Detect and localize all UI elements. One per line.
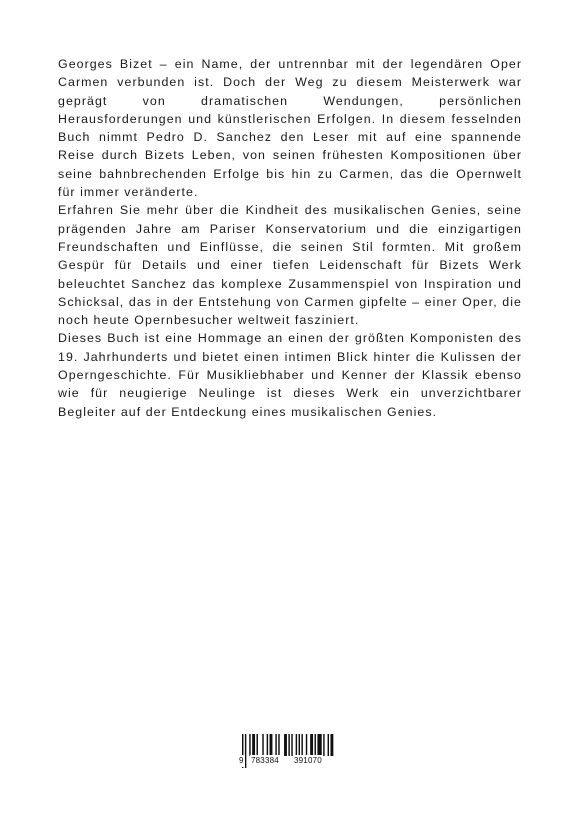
barcode-bar [301,734,302,756]
barcode-bar [330,734,333,756]
barcode-bar [310,734,313,756]
barcode-bar [323,734,324,756]
isbn-barcode-digits [238,755,338,767]
barcode-bar [291,734,292,756]
barcode-bar [278,734,279,756]
barcode-bar [270,734,273,756]
barcode-bar [299,734,300,756]
barcode-bar [249,734,250,756]
barcode-bar [257,734,258,756]
barcode-bar [315,734,316,756]
blurb-paragraph-2: Erfahren Sie mehr über die Kindheit des musikalischen Genies, seine prägenden Jahre am Pariser Konservatorium und die einzigartigen Freundschaften und Einflüsse, die seinen Stil formten. Mit großem Gespür für Details und einer tiefen Leidenschaft für Bizets Werk beleuchtet Sanchez das komplexe Zusammenspiel von Inspiration und Schicksal, das in der Entstehung von Carmen gipfelte – einer Oper, die noch heute Opernbesucher weltweit fasziniert. [58,203,522,328]
back-cover-blurb [58,55,522,421]
barcode-bar [284,734,287,756]
barcode-bar [275,734,276,756]
barcode-first-digit: 9 [239,756,244,765]
barcode-left-group: 783384 [251,756,279,765]
blurb-paragraph-1: Georges Bizet – ein Name, der untrennbar mit der legendären Oper Carmen verbunden ist. Doch der Weg zu diesem Meisterwerk war geprägt von dramatischen Wendungen, persönlichen Herausforderungen und künstlerischen Erfolgen. In diesem fesselnden Buch nimmt Pedro D. Sanchez den Leser mit auf eine spannende Reise durch Bizets Leben, von seinen frühesten Kompositionen über seine bahnbrechenden Erfolge bis hin zu Carmen, das die Opernwelt für immer veränderte. [58,57,522,200]
barcode-bar [262,734,263,756]
blurb-paragraph-3: Dieses Buch ist eine Hommage an einen der größten Komponisten des 19. Jahrhunderts und bietet einen intimen Blick hinter die Kulissen der Operngeschichte. Für Musikliebhaber und Kenner der Klassik ebenso wie für neugierige Neulinge ist dieses Werk ein unverzichtbarer Begleiter auf der Entdeckung eines musikalischen Genies. [58,331,522,419]
barcode-bar [267,734,268,756]
barcode-bar [306,734,307,756]
barcode-bar [317,734,321,756]
barcode-bar [296,734,297,756]
barcode-bar [328,734,329,756]
barcode-right-group: 391070 [294,756,322,765]
barcode-bar [252,734,255,756]
barcode-bar [288,734,289,756]
